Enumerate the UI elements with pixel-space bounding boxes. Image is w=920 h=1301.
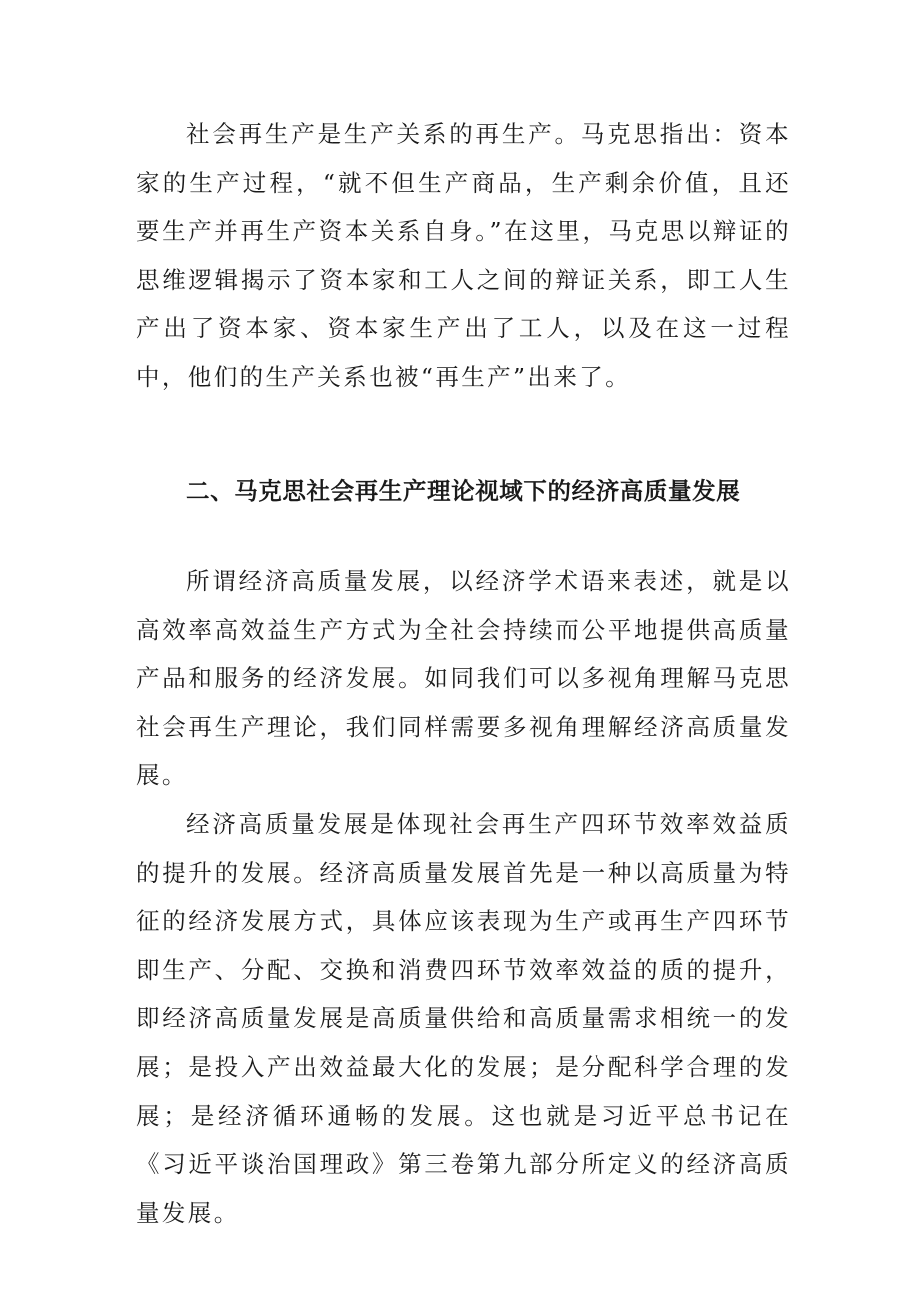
body-paragraph-four-links: 经济高质量发展是体现社会再生产四环节效率效益质的提升的发展。经济高质量发展首先是一种以高质量为特征的经济发展方式，具体应该表现为生产或再生产四环节即生产、分配、交换和消费四环节效率效益的质的提升，即经济高质量发展是高质量供给和高质量需求相统一的发展；是投入产出效益最大化的发展；是分配科学合理的发展；是经济循环通畅的发展。这也就是习近平总书记在《习近平谈治国理政》第三卷第九部分所定义的经济高质量发展。 bbox=[136, 810, 791, 1227]
section-heading: 二、马克思社会再生产理论视域下的经济高质量发展 bbox=[186, 477, 741, 505]
body-paragraph-high-quality-definition: 所谓经济高质量发展，以经济学术语来表述，就是以高效率高效益生产方式为全社会持续而公平地提供高质量产品和服务的经济发展。如同我们可以多视角理解马克思社会再生产理论，我们同样需要多视角理解经济高质量发展。 bbox=[136, 567, 791, 790]
body-paragraph-reproduction-relations: 社会再生产是生产关系的再生产。马克思指出：资本家的生产过程，“就不但生产商品，生产剩余价值，且还要生产并再生产资本关系自身。”在这里，马克思以辩证的思维逻辑揭示了资本家和工人之间的辩证关系，即工人生产出了资本家、资本家生产出了工人，以及在这一过程中，他们的生产关系也被“再生产”出来了。 bbox=[136, 120, 791, 391]
